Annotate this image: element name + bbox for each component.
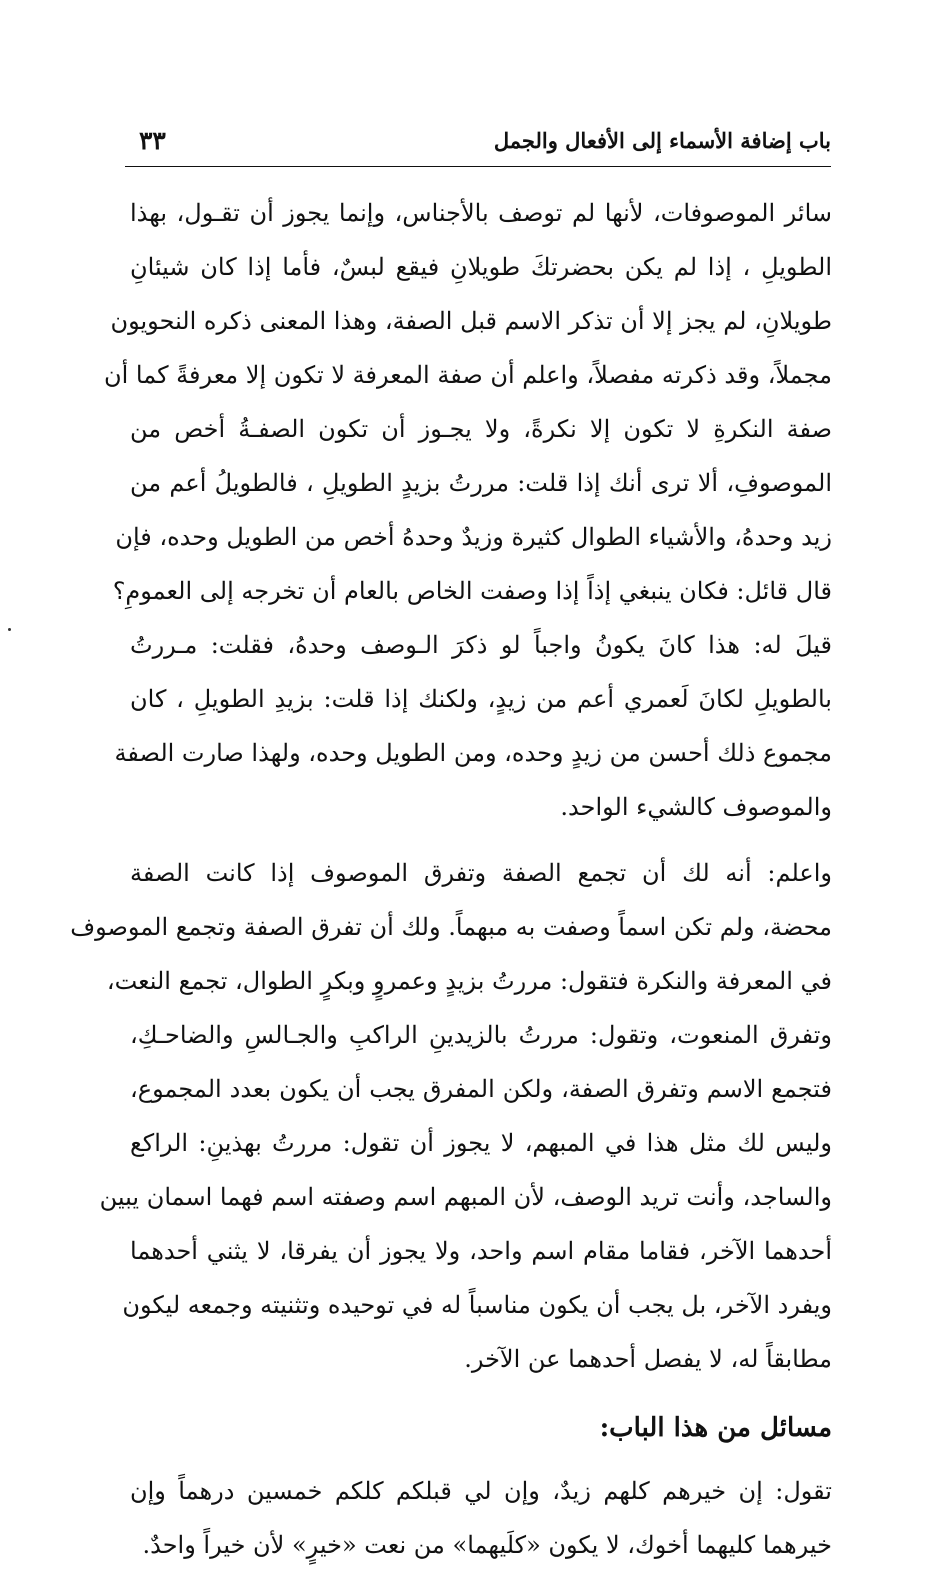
section-heading: مسائل من هذا الباب: [599, 1413, 832, 1443]
text-line: الموصوفِ، ألا ترى أنك إذا قلت: مررتُ بزيدٍ الطويلِ ، فالطويلُ أعم من [130, 469, 832, 497]
text-line: خيرهما كليهما أخوك، لا يكون «كلَيهما» من نعت «خيرٍ» لأن خيراً واحدٌ. [142, 1531, 832, 1559]
text-line: تقول: إن خيرهم كلهم زيدٌ، وإن لي قبلكم كلكم خمسين درهماً وإن [130, 1477, 832, 1505]
text-line: في المعرفة والنكرة فتقول: مررتُ بزيدٍ وعمروٍ وبكرٍ الطوال، تجمع النعت، [106, 967, 832, 995]
margin-mark [8, 628, 11, 631]
paragraph-3 [130, 1464, 832, 1572]
text-line: مجملاً، وقد ذكرته مفصلاً، واعلم أن صفة المعرفة لا تكون إلا معرفةً كما أن [103, 361, 832, 389]
text-line: والساجد، وأنت تريد الوصف، لأن المبهم اسم وصفته اسم فهما اسمان يبين [99, 1183, 832, 1211]
text-line: زيد وحدهُ، والأشياء الطوال كثيرة وزيدٌ وحدهُ أخص من الطويل وحده، فإن [115, 523, 832, 551]
paragraph-gap [130, 834, 832, 846]
text-line: سائر الموصوفات، لأنها لم توصف بالأجناس، وإنما يجوز أن تقـول، بهذا [130, 199, 832, 227]
paragraph-2 [70, 846, 833, 1386]
paragraph-1 [103, 186, 833, 834]
text-line: صفة النكرةِ لا تكون إلا نكرةً، ولا يجـوز أن تكون الصفـةُ أخص من [130, 415, 832, 443]
page-number: ٣٣ [139, 126, 166, 155]
running-title: باب إضافة الأسماء إلى الأفعال والجمل [493, 128, 831, 153]
text-line: والموصوف كالشيء الواحد. [560, 793, 832, 821]
body-text [70, 186, 833, 1572]
text-line: وتفرق المنعوت، وتقول: مررتُ بالزيدينِ الراكبِ والجـالسِ والضاحـكِ، [130, 1021, 832, 1049]
text-line: بالطويلِ لكانَ لَعمري أعم من زيدٍ، ولكنك إذا قلت: بزيدِ الطويلِ ، كان [130, 685, 832, 713]
text-line: الطويلِ ، إذا لم يكن بحضرتكَ طويلانِ فيقع لبسٌ، فأما إذا كان شيئانِ [130, 253, 832, 281]
text-line: ويفرد الآخر، بل يجب أن يكون مناسباً له في توحيده وتثنيته وجمعه ليكون [122, 1291, 832, 1319]
text-line: طويلانِ، لم يجز إلا أن تذكر الاسم قبل الصفة، وهذا المعنى ذكره النحويون [110, 307, 832, 335]
text-line: قال قائل: فكان ينبغي إذاً إذا وصفت الخاص بالعام أن تخرجه إلى العمومِ؟ [112, 577, 832, 605]
text-line: وليس لك مثل هذا في المبهم، لا يجوز أن تقول: مررتُ بهذينِ: الراكع [130, 1129, 832, 1157]
text-line: قيلَ له: هذا كانَ يكونُ واجباً لو ذكرَ الـوصف وحدهُ، فقلت: مـررتُ [130, 631, 833, 659]
text-line: فتجمع الاسم وتفرق الصفة، ولكن المفرق يجب أن يكون بعدد المجموع، [130, 1075, 833, 1103]
text-line: مجموع ذلك أحسن من زيدٍ وحده، ومن الطويل وحده، ولهذا صارت الصفة [114, 739, 832, 767]
text-line: أحدهما الآخر، فقاما مقام اسم واحد، ولا يجوز أن يفرقا، لا يثني أحدهما [130, 1237, 832, 1265]
running-header [125, 122, 831, 167]
text-line: مطابقاً له، لا يفصل أحدهما عن الآخر. [464, 1345, 832, 1373]
text-line: محضة، ولم تكن اسماً وصفت به مبهماً. ولك أن تفرق الصفة وتجمع الموصوف [70, 913, 832, 941]
text-line: واعلم: أنه لك أن تجمع الصفة وتفرق الموصوف إذا كانت الصفة [130, 859, 832, 887]
